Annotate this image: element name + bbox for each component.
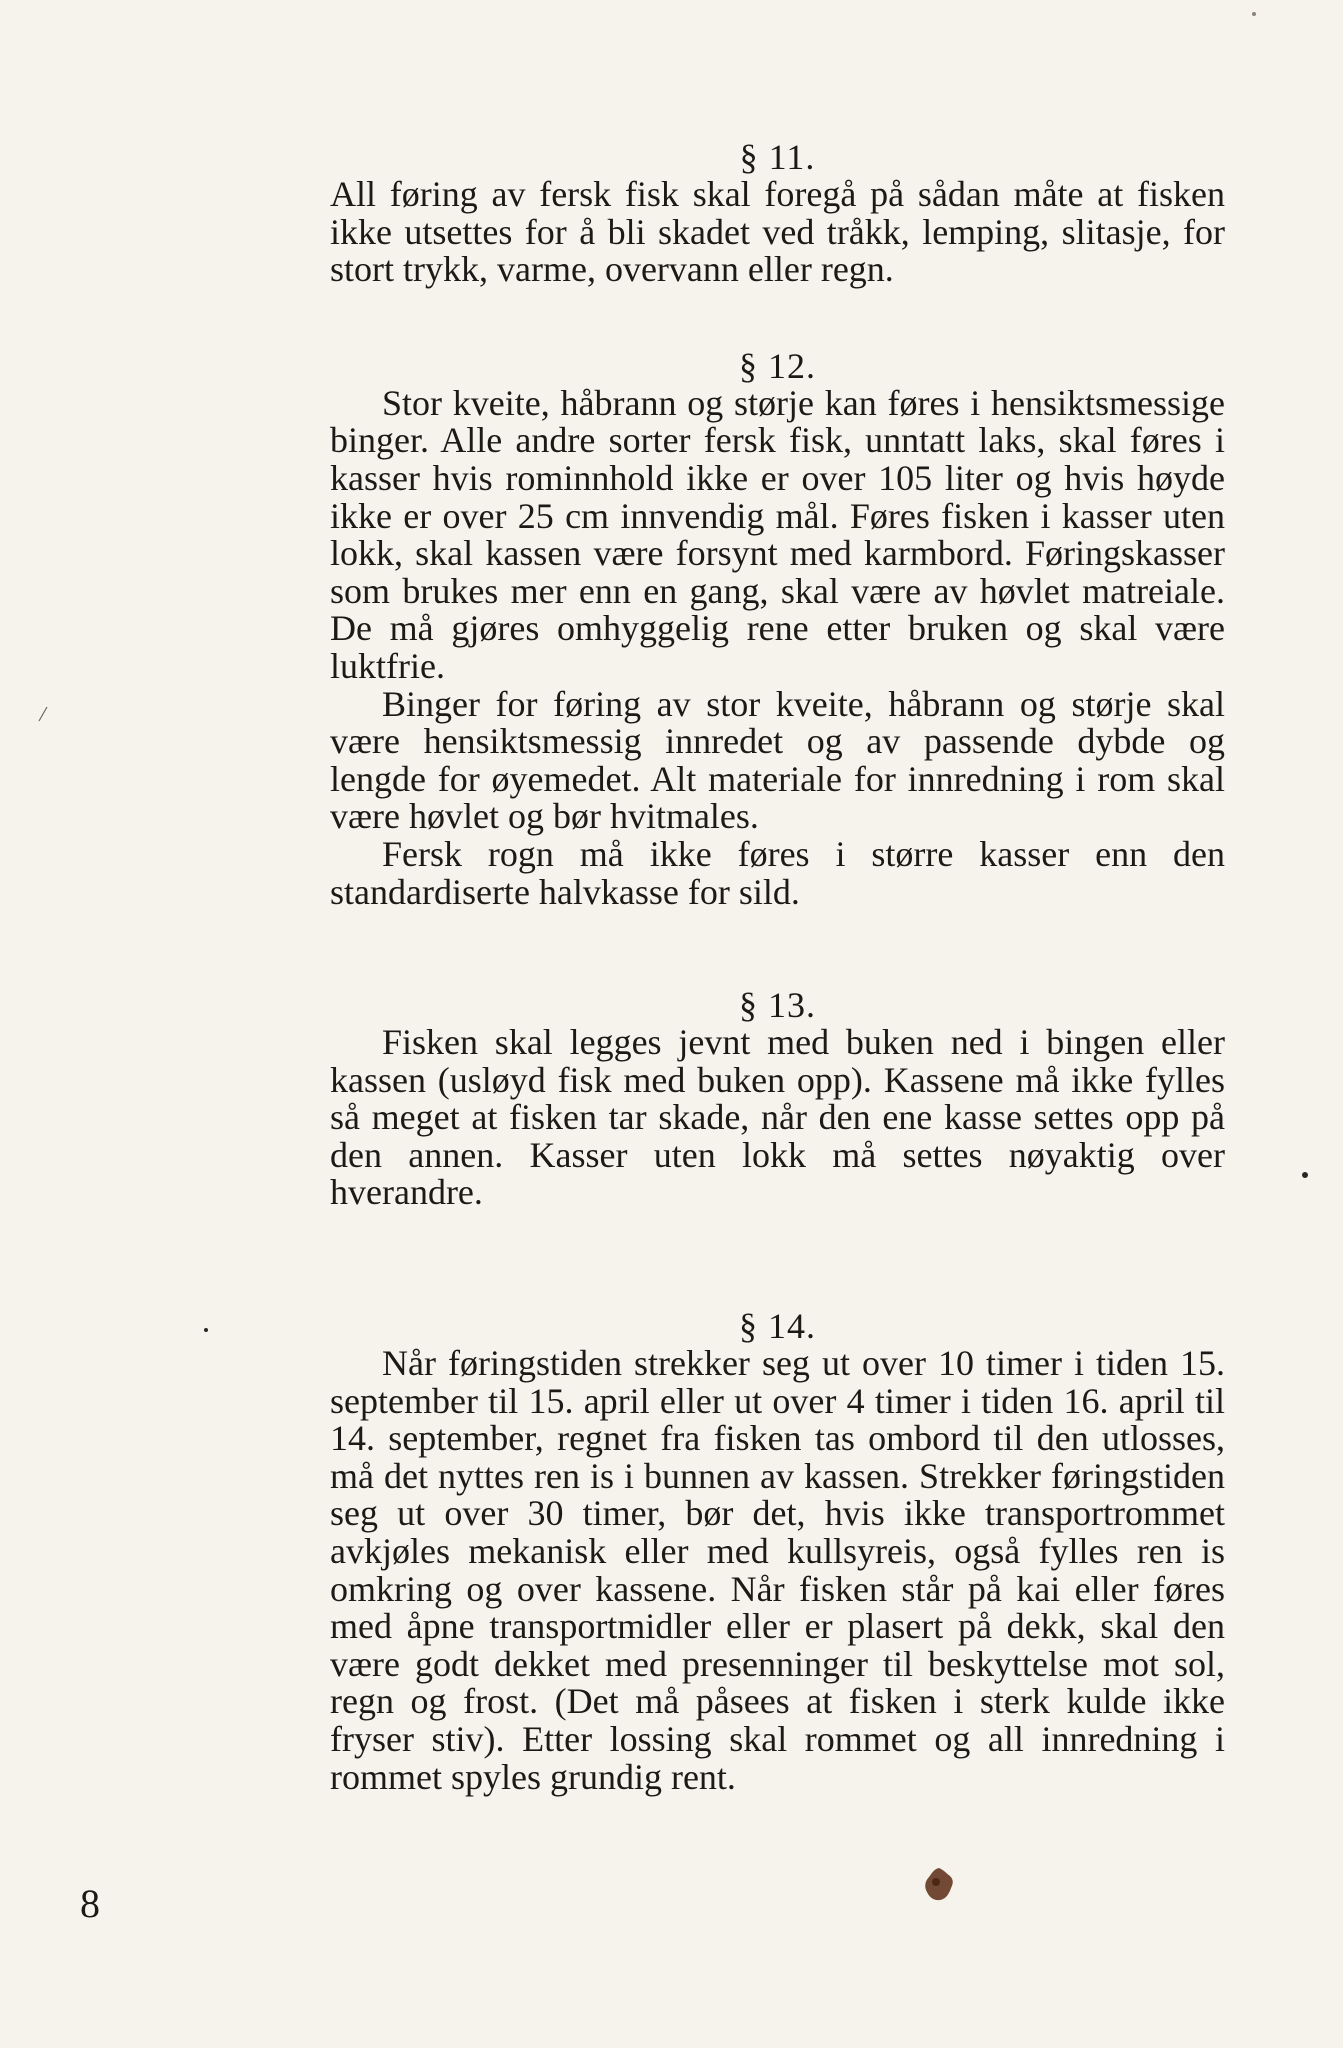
speck <box>204 1328 208 1332</box>
section-heading: § 14. <box>739 1306 816 1347</box>
section-13 <box>330 986 1225 1212</box>
speck <box>1302 1172 1308 1178</box>
paragraph: Binger for føring av stor kveite, håbrann og størje skal være hensiktsmessig innredet og av passende dybde og lengde for øyemedet. Alt materiale for innredning i rom skal være høvlet og bør hvitmales. <box>330 683 1225 837</box>
paragraph: Stor kveite, håbrann og størje kan føres i hensiktsmessige binger. Alle andre sorter fersk fisk, unntatt laks, skal føres i kasser hvis rominnhold ikke er over 105 liter og hvis høyde ikke er over 25 cm innvendig mål. Føres fisken i kasser uten lokk, skal kassen være forsynt med karmbord. Føringskasser som brukes mer enn en gang, skal være av høvlet matreiale. De må gjøres omhyggelig rene etter bruken og skal være luktfrie. <box>330 382 1225 686</box>
text-column <box>330 130 1225 1796</box>
paragraph: Når føringstiden strekker seg ut over 10 timer i tiden 15. september til 15. april eller ut over 4 timer i tiden 16. april til 14. september, regnet fra fisken tas ombord til den utlosses, må det nyttes ren is i bunnen av kassen. Strekker føringstiden seg ut over 30 timer, bør det, hvis ikke transportrommet avkjøles mekanisk eller med kullsyreis, også fylles ren is omkring og over kassene. Når fisken står på kai eller føres med åpne transportmidler eller er plasert på dekk, skal den være godt dekket med presenninger til beskyttelse mot sol, regn og frost. (Det må påsees at fisken i sterk kulde ikke fryser stiv). Etter lossing skal rommet og all innredning i rommet spyles grundig rent. <box>330 1343 1225 1797</box>
paragraph: Fersk rogn må ikke føres i større kasser enn den standardiserte halvkasse for sild. <box>330 833 1225 912</box>
section-11 <box>330 138 1225 289</box>
paragraph: All føring av fersk fisk skal foregå på sådan måte at fisken ikke utsettes for å bli skadet ved tråkk, lemping, slitasje, for stort trykk, varme, overvann eller regn. <box>330 174 1225 290</box>
section-12 <box>330 347 1225 911</box>
section-heading: § 11. <box>739 137 816 177</box>
speck <box>1252 12 1256 16</box>
ink-stain <box>922 1866 956 1902</box>
section-heading: § 12. <box>739 345 816 386</box>
section-14 <box>330 1307 1225 1796</box>
pencil-mark <box>38 706 48 722</box>
section-heading: § 13. <box>739 985 816 1026</box>
paragraph: Fisken skal legges jevnt med buken ned i bingen eller kassen (usløyd fisk med buken opp). Kassene må ikke fylles så meget at fisken tar skade, når den ene kasse settes opp på den annen. Kasser uten lokk må settes nøyaktig over hverandre. <box>330 1022 1225 1213</box>
page-number: 8 <box>80 1881 100 1926</box>
